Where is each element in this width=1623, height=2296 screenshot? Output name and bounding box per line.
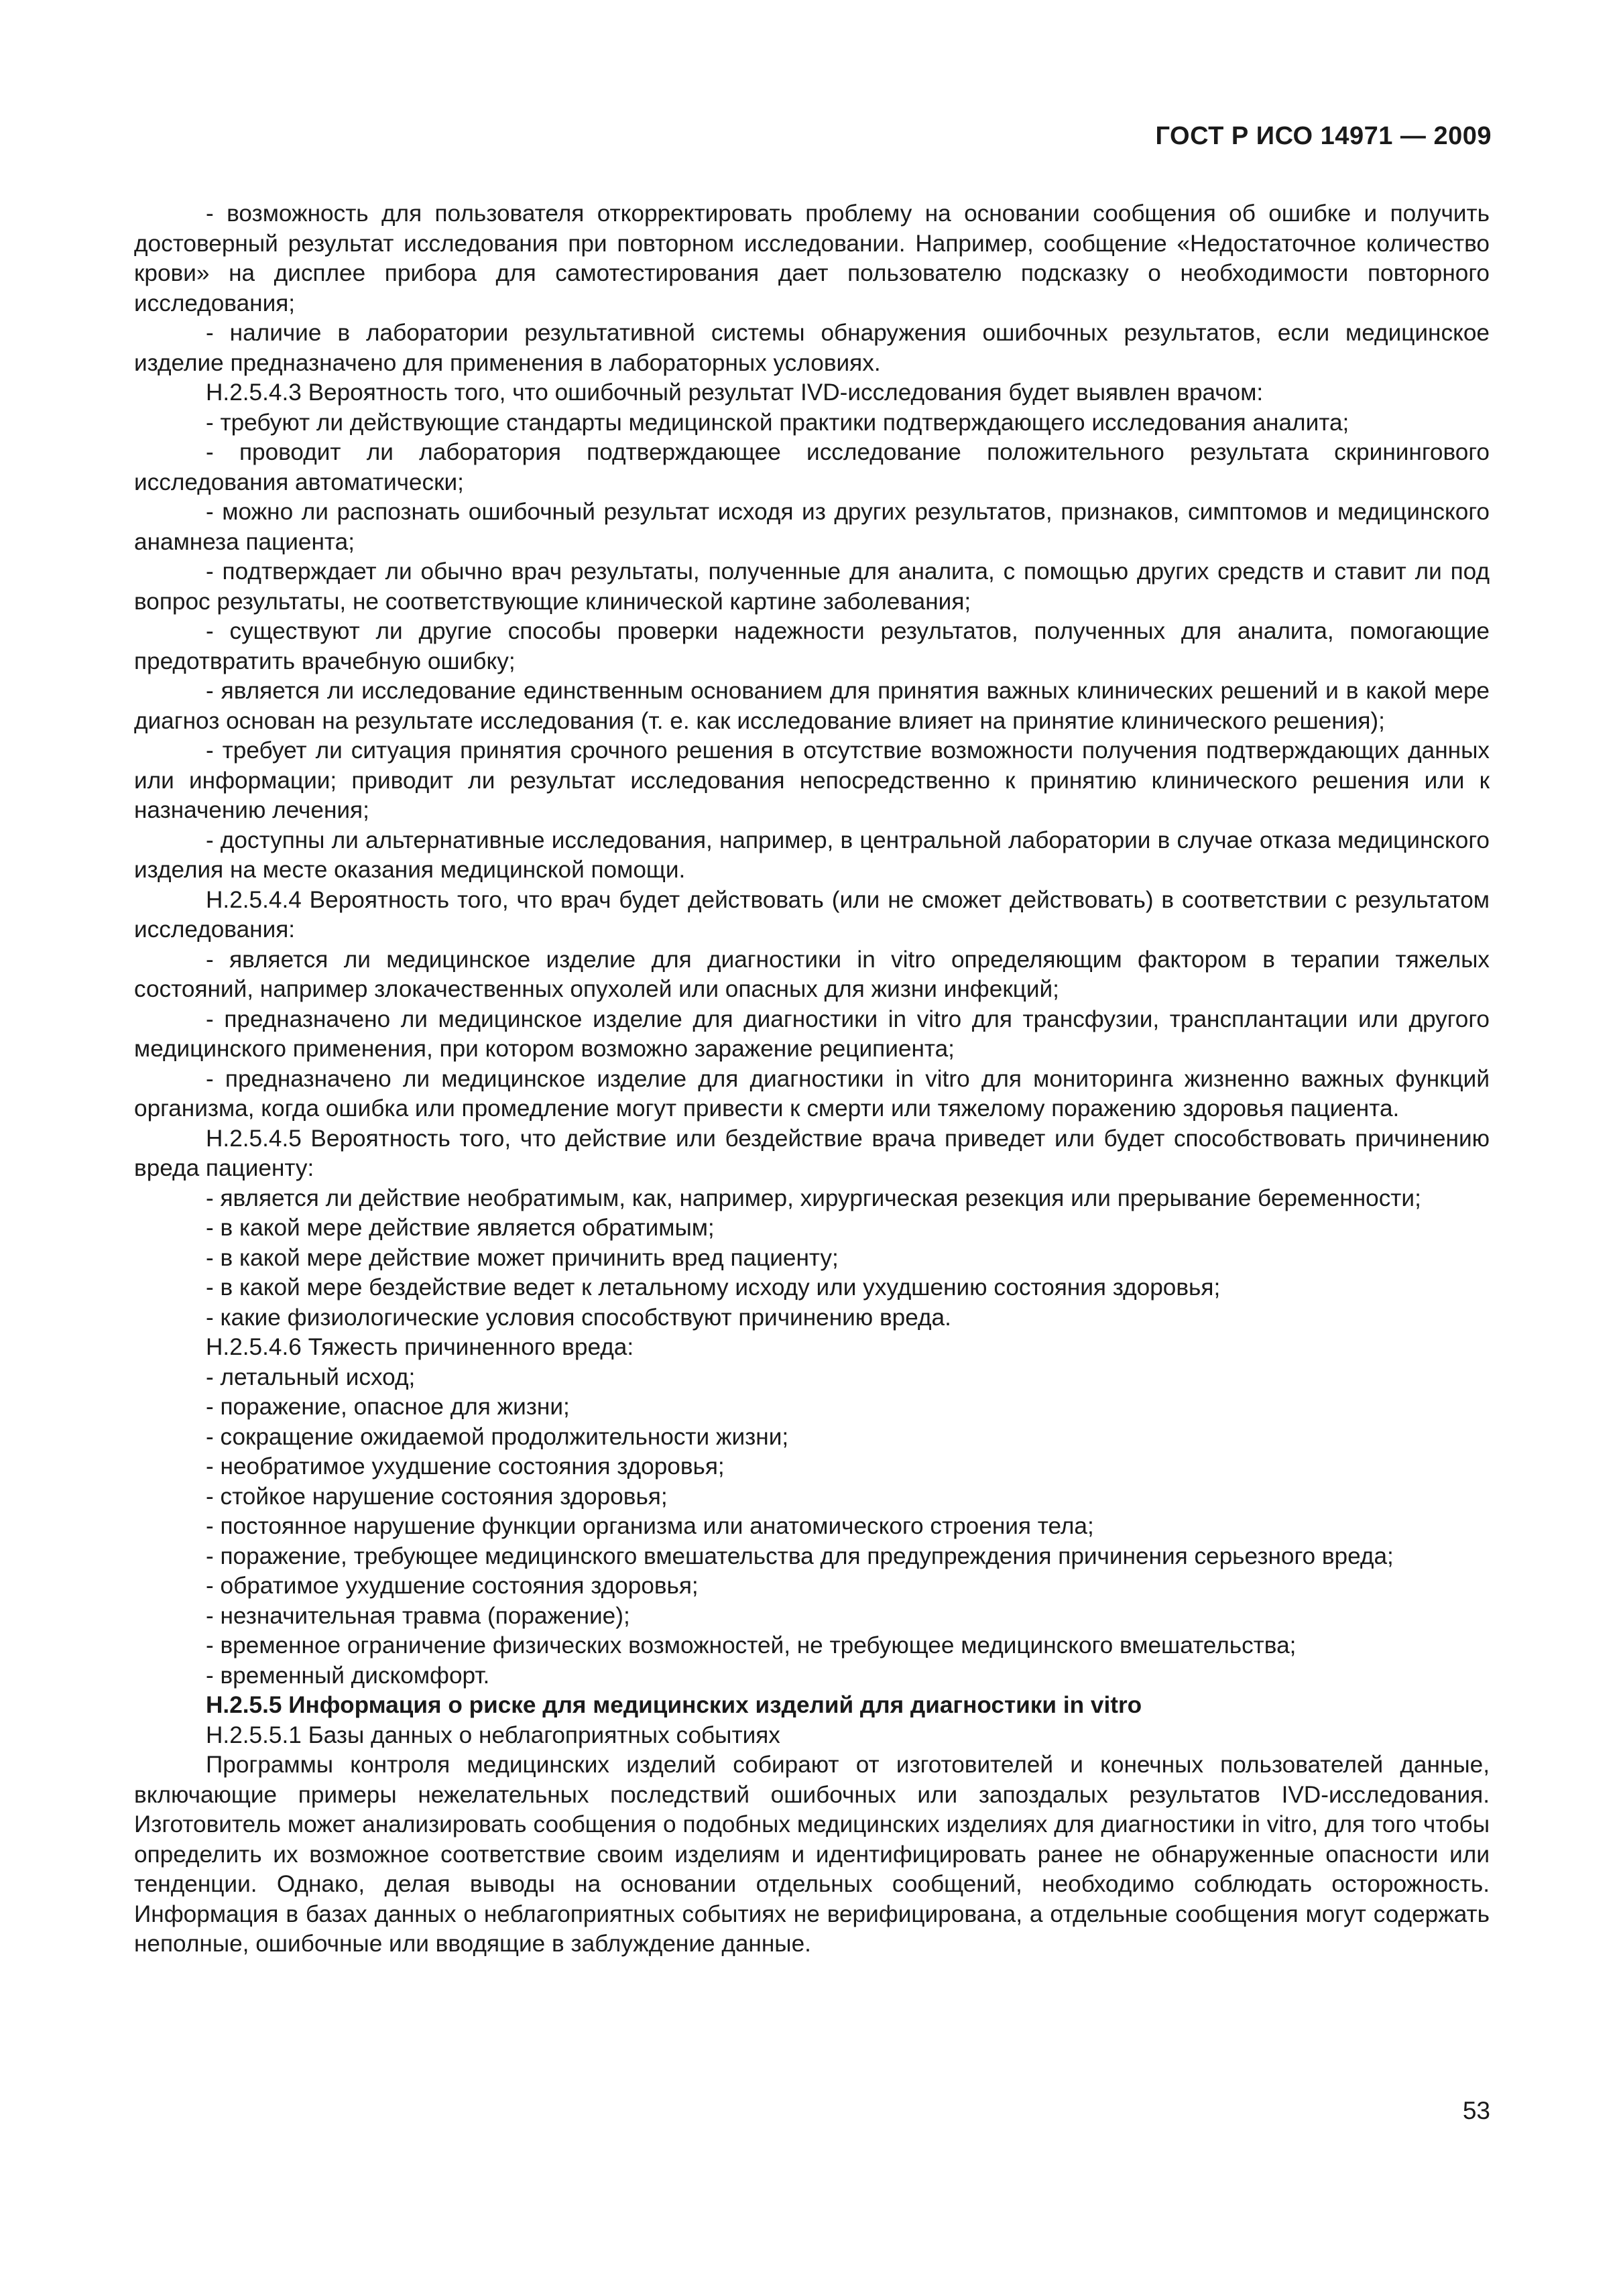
- paragraph: - доступны ли альтернативные исследования, например, в центральной лаборатории в случае отказа медицинского изделия на месте оказания медицинской помощи.: [134, 827, 1490, 883]
- subsection-heading: Н.2.5.4.4 Вероятность того, что врач будет действовать (или не сможет действовать) в соответствии с результатом исследования:: [134, 886, 1490, 943]
- paragraph: - является ли исследование единственным основанием для принятия важных клинических решений и в какой мере диагноз основан на результате исследования (т. е. как исследование влияет на принятие клинического решения);: [134, 678, 1490, 734]
- list-item: - необратимое ухудшение состояния здоровья;: [206, 1453, 725, 1479]
- list-item: - какие физиологические условия способствуют причинению вреда.: [206, 1304, 951, 1331]
- list-item: - в какой мере действие является обратимым;: [206, 1215, 715, 1241]
- paragraph: - требуют ли действующие стандарты медицинской практики подтверждающего исследования аналита;: [206, 409, 1349, 436]
- subsection-heading: Н.2.5.4.6 Тяжесть причиненного вреда:: [206, 1334, 634, 1360]
- paragraph: - является ли действие необратимым, как, например, хирургическая резекция или прерывание беременности;: [206, 1185, 1421, 1211]
- list-item: - в какой мере действие может причинить вред пациенту;: [206, 1244, 839, 1271]
- list-item: - незначительная травма (поражение);: [206, 1602, 630, 1629]
- subsection-heading: Н.2.5.4.3 Вероятность того, что ошибочный результат IVD-исследования будет выявлен врачом:: [206, 379, 1264, 406]
- paragraph: Программы контроля медицинских изделий собирают от изготовителей и конечных пользователей данные, включающие примеры нежелательных последствий ошибочных или запоздалых результатов IVD-исследования. Изготовитель может анализировать сообщения о подобных медицинских изделиях для диагностики in vitro, для того чтобы определить их возможное соответствие своим изделиям и идентифицировать ранее не обнаруженные опасности или тенденции. Однако, делая выводы на основании отдельных сообщений, необходимо соблюдать осторожность. Информация в базах данных о неблагоприятных событиях не верифицирована, а отдельные сообщения могут содержать неполные, ошибочные или вводящие в заблуждение данные.: [134, 1752, 1490, 1957]
- page-number: 53: [1462, 2097, 1490, 2124]
- paragraph: - возможность для пользователя откорректировать проблему на основании сообщения об ошибке и получить достоверный результат исследования при повторном исследовании. Например, сообщение «Недостаточное количество крови» на дисплее прибора для самотестирования дает пользователю подсказку о необходимости повторного исследования;: [134, 200, 1490, 316]
- paragraph: - предназначено ли медицинское изделие для диагностики in vitro для мониторинга жизненно важных функций организма, когда ошибка или промедление могут привести к смерти или тяжелому поражению здоровья пациента.: [134, 1065, 1490, 1122]
- paragraph: - наличие в лаборатории результативной системы обнаружения ошибочных результатов, если медицинское изделие предназначено для применения в лабораторных условиях.: [134, 320, 1490, 376]
- list-item: - сокращение ожидаемой продолжительности жизни;: [206, 1423, 789, 1450]
- document-code-header: ГОСТ Р ИСО 14971 — 2009: [1155, 122, 1492, 150]
- document-body: [134, 199, 1490, 1959]
- section-heading: Н.2.5.5 Информация о риске для медицинских изделий для диагностики in vitro: [206, 1692, 1142, 1718]
- list-item: - в какой мере бездействие ведет к летальному исходу или ухудшению состояния здоровья;: [206, 1274, 1221, 1301]
- subsection-heading: Н.2.5.4.5 Вероятность того, что действие или бездействие врача приведет или будет способствовать причинению вреда пациенту:: [134, 1125, 1490, 1181]
- list-item: - временный дискомфорт.: [206, 1662, 490, 1689]
- paragraph: - предназначено ли медицинское изделие для диагностики in vitro для трансфузии, трансплантации или другого медицинского применения, при котором возможно заражение реципиента;: [134, 1006, 1490, 1062]
- paragraph: - требует ли ситуация принятия срочного решения в отсутствие возможности получения подтверждающих данных или информации; приводит ли результат исследования непосредственно к принятию клинического решения или к назначению лечения;: [134, 737, 1490, 823]
- list-item: - поражение, опасное для жизни;: [206, 1394, 570, 1420]
- list-item: - временное ограничение физических возможностей, не требующее медицинского вмешательства;: [206, 1632, 1297, 1658]
- paragraph: - можно ли распознать ошибочный результат исходя из других результатов, признаков, симптомов и медицинского анамнеза пациента;: [134, 499, 1490, 555]
- list-item: - постоянное нарушение функции организма или анатомического строения тела;: [206, 1513, 1094, 1539]
- paragraph: - является ли медицинское изделие для диагностики in vitro определяющим фактором в терапии тяжелых состояний, например злокачественных опухолей или опасных для жизни инфекций;: [134, 946, 1490, 1002]
- subsection-heading: Н.2.5.5.1 Базы данных о неблагоприятных событиях: [206, 1721, 780, 1748]
- paragraph: - существуют ли другие способы проверки надежности результатов, полученных для аналита, помогающие предотвратить врачебную ошибку;: [134, 618, 1490, 674]
- paragraph: - проводит ли лаборатория подтверждающее исследование положительного результата скринингового исследования автоматически;: [134, 439, 1490, 495]
- paragraph: - подтверждает ли обычно врач результаты, полученные для аналита, с помощью других средств и ставит ли под вопрос результаты, не соответствующие клинической картине заболевания;: [134, 558, 1490, 615]
- list-item: - стойкое нарушение состояния здоровья;: [206, 1483, 668, 1510]
- list-item: - обратимое ухудшение состояния здоровья;: [206, 1573, 699, 1599]
- list-item: - летальный исход;: [206, 1364, 416, 1390]
- list-item: - поражение, требующее медицинского вмешательства для предупреждения причинения серьезного вреда;: [206, 1543, 1394, 1569]
